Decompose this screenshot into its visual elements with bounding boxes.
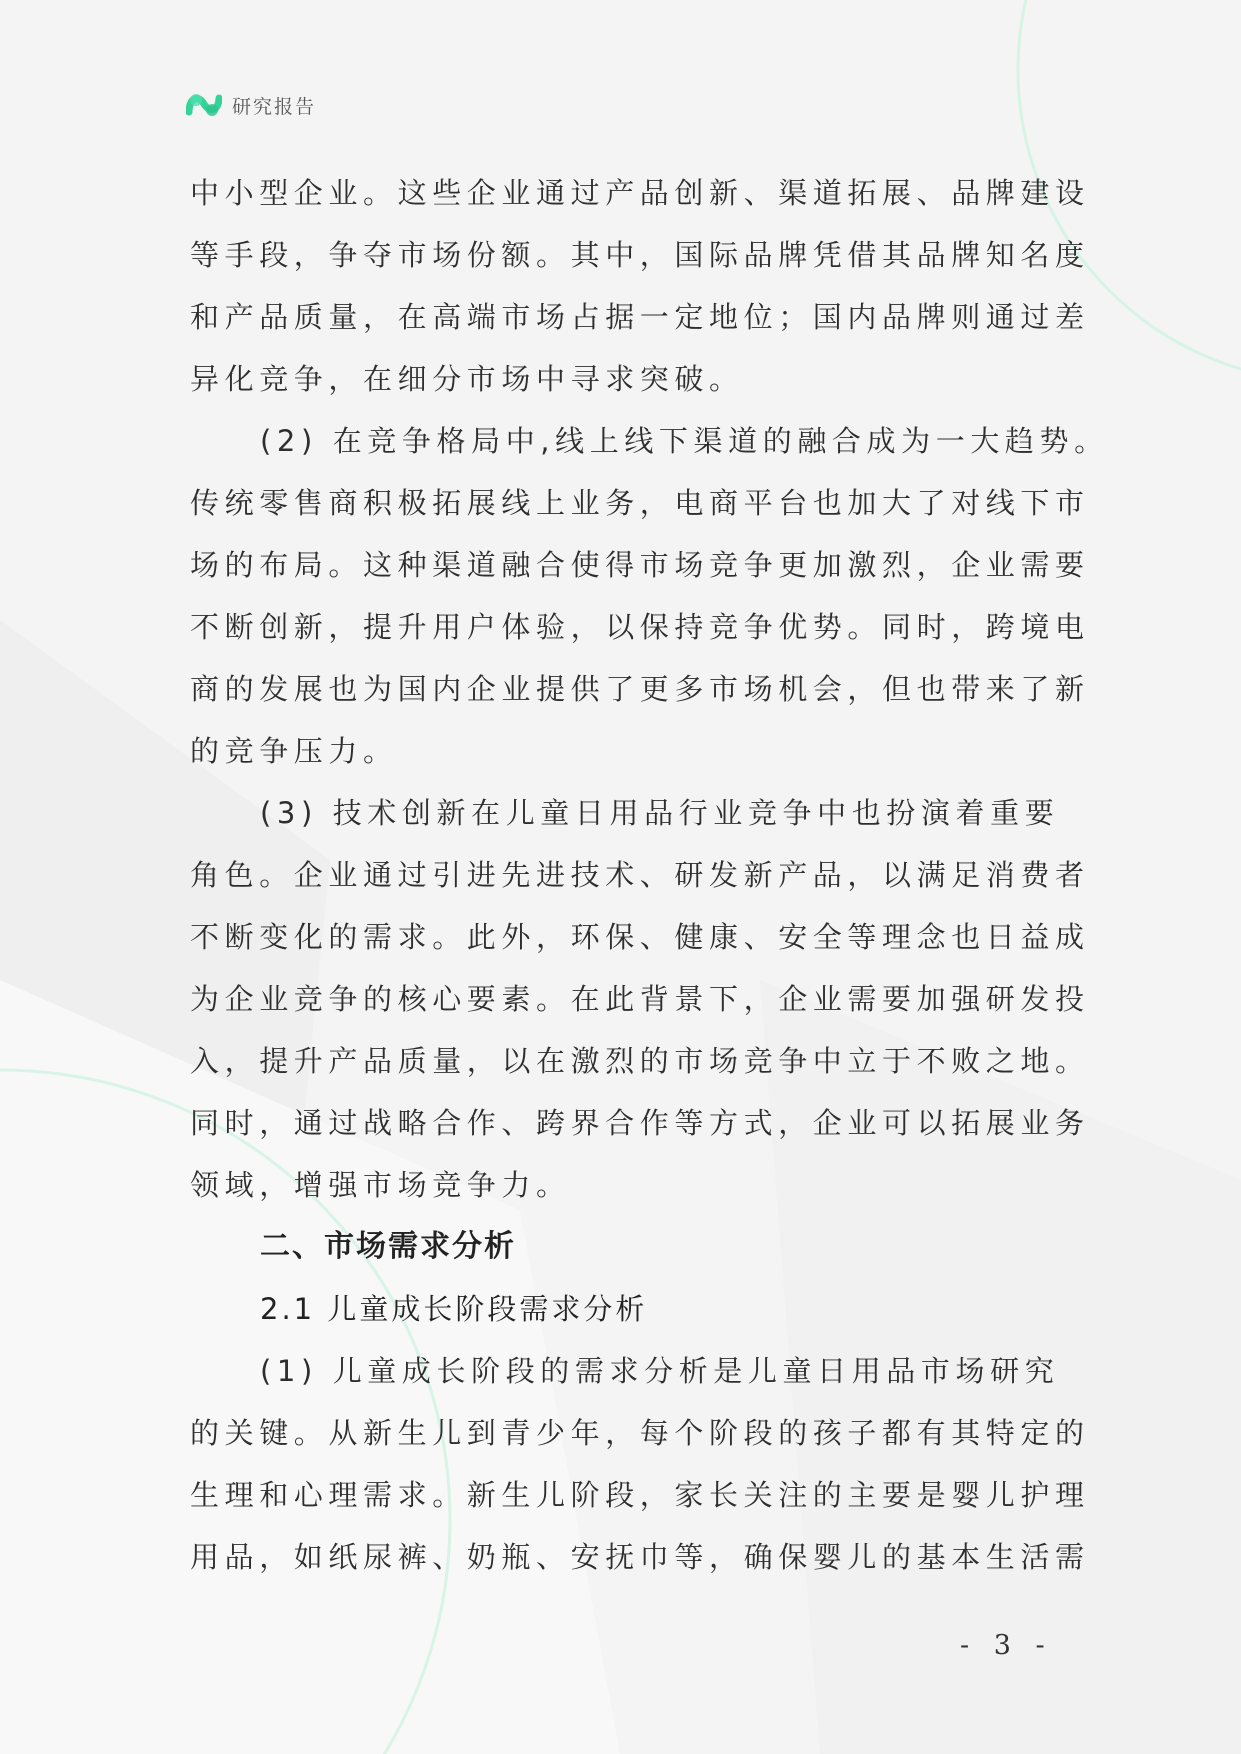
section-heading: 二、市场需求分析 (260, 1229, 516, 1264)
text-line: 生理和心理需求。新生儿阶段，家长关注的主要是婴儿护理 (190, 1478, 1090, 1512)
paragraph-start: (3) 技术创新在儿童日用品行业竞争中也扮演着重要 (260, 796, 1060, 830)
text-line: 等手段，争夺市场份额。其中，国际品牌凭借其品牌知名度 (190, 238, 1090, 272)
text-line: 同时，通过战略合作、跨界合作等方式，企业可以拓展业务 (190, 1106, 1090, 1140)
brand-logo-icon (186, 88, 222, 122)
text-line: 入，提升产品质量，以在激烈的市场竞争中立于不败之地。 (190, 1044, 1090, 1078)
text-line: 场的布局。这种渠道融合使得市场竞争更加激烈，企业需要 (190, 548, 1090, 582)
text-line: 的竞争压力。 (190, 734, 398, 768)
page-number: - 3 - (960, 1630, 1053, 1661)
text-line: 不断变化的需求。此外，环保、健康、安全等理念也日益成 (190, 920, 1090, 954)
text-line: 领域，增强市场竞争力。 (190, 1168, 571, 1202)
text-line: 商的发展也为国内企业提供了更多市场机会，但也带来了新 (190, 672, 1090, 706)
report-header (186, 88, 316, 122)
text-line: 为企业竞争的核心要素。在此背景下，企业需要加强研发投 (190, 982, 1090, 1016)
text-line: 异化竞争，在细分市场中寻求突破。 (190, 362, 744, 396)
text-line: 的关键。从新生儿到青少年，每个阶段的孩子都有其特定的 (190, 1416, 1090, 1450)
text-line: 中小型企业。这些企业通过产品创新、渠道拓展、品牌建设 (190, 176, 1090, 210)
header-title: 研究报告 (232, 95, 317, 118)
text-line: 不断创新，提升用户体验，以保持竞争优势。同时，跨境电 (190, 610, 1090, 644)
text-line: 用品，如纸尿裤、奶瓶、安抚巾等，确保婴儿的基本生活需 (190, 1540, 1090, 1574)
paragraph-start: (2) 在竞争格局中,线上线下渠道的融合成为一大趋势。 (260, 424, 1109, 458)
text-line: 传统零售商积极拓展线上业务，电商平台也加大了对线下市 (190, 486, 1090, 520)
subsection-heading: 2.1 儿童成长阶段需求分析 (260, 1292, 648, 1326)
text-line: 和产品质量，在高端市场占据一定地位；国内品牌则通过差 (190, 300, 1090, 334)
document-body (190, 162, 1109, 1588)
text-line: 角色。企业通过引进先进技术、研发新产品，以满足消费者 (190, 858, 1090, 892)
paragraph-start: (1) 儿童成长阶段的需求分析是儿童日用品市场研究 (260, 1354, 1060, 1388)
